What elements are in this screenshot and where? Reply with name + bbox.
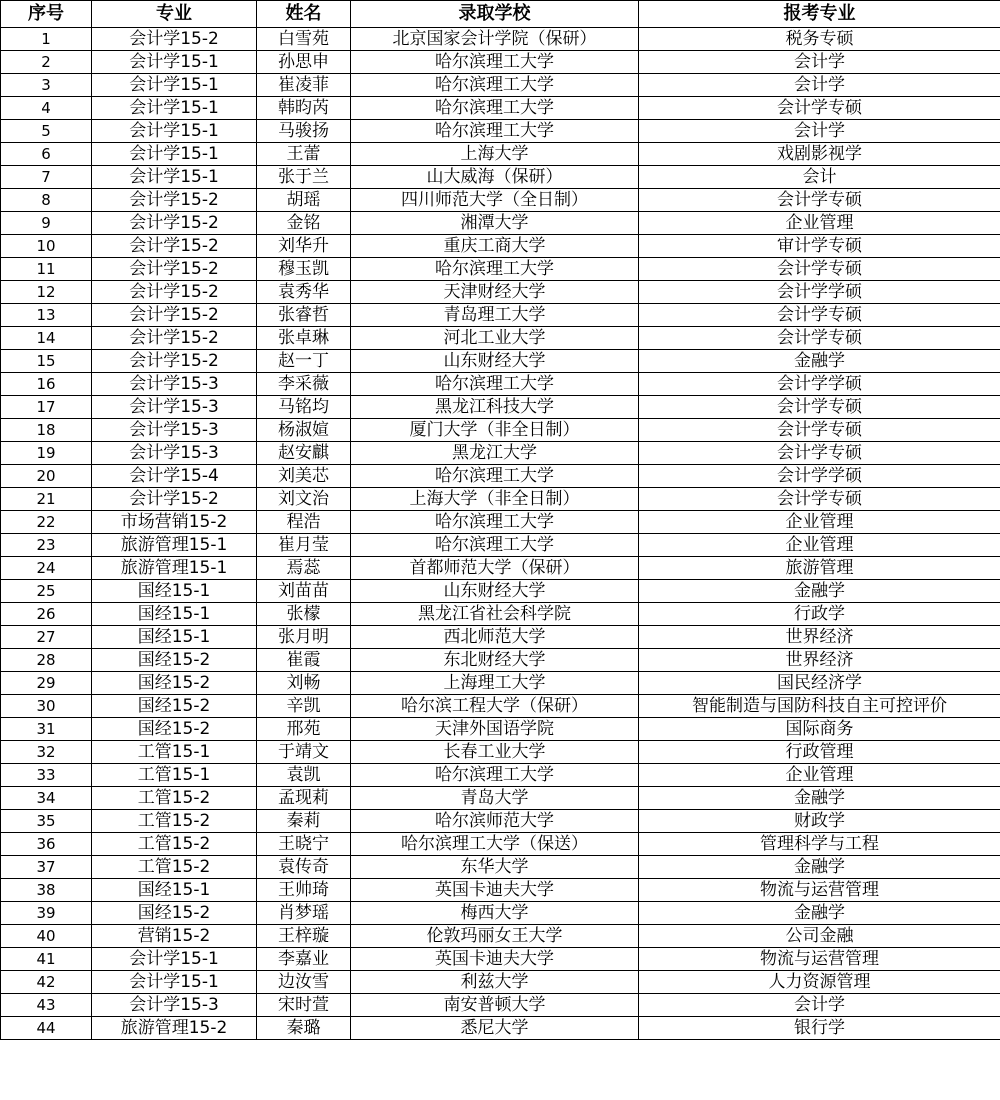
cell-name: 边汝雪 bbox=[257, 971, 351, 994]
cell-seq: 41 bbox=[1, 948, 92, 971]
cell-seq: 8 bbox=[1, 189, 92, 212]
cell-seq: 23 bbox=[1, 534, 92, 557]
table-row bbox=[1, 787, 1000, 810]
cell-applied-major: 金融学 bbox=[639, 580, 1000, 603]
cell-seq: 7 bbox=[1, 166, 92, 189]
cell-applied-major: 企业管理 bbox=[639, 212, 1000, 235]
cell-applied-major: 行政学 bbox=[639, 603, 1000, 626]
cell-applied-major: 会计学专硕 bbox=[639, 488, 1000, 511]
table-row bbox=[1, 281, 1000, 304]
cell-major: 会计学15-4 bbox=[92, 465, 257, 488]
cell-name: 王帅琦 bbox=[257, 879, 351, 902]
cell-name: 宋时萱 bbox=[257, 994, 351, 1017]
table-row bbox=[1, 465, 1000, 488]
cell-school: 上海大学 bbox=[351, 143, 639, 166]
cell-major: 工管15-2 bbox=[92, 810, 257, 833]
cell-name: 穆玉凯 bbox=[257, 258, 351, 281]
cell-school: 哈尔滨理工大学 bbox=[351, 258, 639, 281]
cell-school: 黑龙江科技大学 bbox=[351, 396, 639, 419]
cell-name: 邢苑 bbox=[257, 718, 351, 741]
table-row bbox=[1, 580, 1000, 603]
table-row bbox=[1, 879, 1000, 902]
cell-seq: 16 bbox=[1, 373, 92, 396]
cell-name: 袁秀华 bbox=[257, 281, 351, 304]
table-row bbox=[1, 1017, 1000, 1040]
cell-major: 会计学15-2 bbox=[92, 258, 257, 281]
cell-applied-major: 国际商务 bbox=[639, 718, 1000, 741]
table-row bbox=[1, 902, 1000, 925]
cell-applied-major: 企业管理 bbox=[639, 534, 1000, 557]
cell-school: 英国卡迪夫大学 bbox=[351, 879, 639, 902]
cell-major: 国经15-1 bbox=[92, 603, 257, 626]
cell-seq: 13 bbox=[1, 304, 92, 327]
table-row bbox=[1, 28, 1000, 51]
cell-school: 英国卡迪夫大学 bbox=[351, 948, 639, 971]
cell-applied-major: 管理科学与工程 bbox=[639, 833, 1000, 856]
cell-applied-major: 会计学学硕 bbox=[639, 465, 1000, 488]
cell-school: 东北财经大学 bbox=[351, 649, 639, 672]
cell-seq: 12 bbox=[1, 281, 92, 304]
table-row bbox=[1, 971, 1000, 994]
cell-major: 会计学15-3 bbox=[92, 994, 257, 1017]
cell-applied-major: 会计学专硕 bbox=[639, 396, 1000, 419]
cell-name: 赵安麒 bbox=[257, 442, 351, 465]
cell-name: 孟现莉 bbox=[257, 787, 351, 810]
cell-name: 金铭 bbox=[257, 212, 351, 235]
cell-applied-major: 企业管理 bbox=[639, 511, 1000, 534]
cell-seq: 3 bbox=[1, 74, 92, 97]
cell-seq: 5 bbox=[1, 120, 92, 143]
cell-name: 王蕾 bbox=[257, 143, 351, 166]
cell-major: 会计学15-1 bbox=[92, 948, 257, 971]
header-major: 专业 bbox=[92, 1, 257, 28]
table-row bbox=[1, 327, 1000, 350]
cell-name: 张睿哲 bbox=[257, 304, 351, 327]
cell-school: 山东财经大学 bbox=[351, 350, 639, 373]
cell-major: 旅游管理15-1 bbox=[92, 534, 257, 557]
table-row bbox=[1, 189, 1000, 212]
cell-name: 马铭均 bbox=[257, 396, 351, 419]
cell-applied-major: 会计 bbox=[639, 166, 1000, 189]
cell-name: 秦莉 bbox=[257, 810, 351, 833]
cell-major: 工管15-1 bbox=[92, 741, 257, 764]
header-applied-major: 报考专业 bbox=[639, 1, 1000, 28]
cell-applied-major: 会计学学硕 bbox=[639, 373, 1000, 396]
cell-school: 哈尔滨理工大学 bbox=[351, 511, 639, 534]
table-row bbox=[1, 442, 1000, 465]
table-row bbox=[1, 97, 1000, 120]
table-row bbox=[1, 925, 1000, 948]
cell-school: 上海大学（非全日制） bbox=[351, 488, 639, 511]
cell-major: 国经15-1 bbox=[92, 580, 257, 603]
cell-school: 哈尔滨理工大学 bbox=[351, 97, 639, 120]
table-row bbox=[1, 488, 1000, 511]
cell-name: 刘华升 bbox=[257, 235, 351, 258]
cell-major: 会计学15-2 bbox=[92, 212, 257, 235]
header-row bbox=[1, 1, 1000, 28]
cell-seq: 32 bbox=[1, 741, 92, 764]
cell-applied-major: 金融学 bbox=[639, 902, 1000, 925]
table-row bbox=[1, 534, 1000, 557]
table-row bbox=[1, 948, 1000, 971]
cell-seq: 43 bbox=[1, 994, 92, 1017]
cell-major: 旅游管理15-1 bbox=[92, 557, 257, 580]
cell-seq: 44 bbox=[1, 1017, 92, 1040]
cell-applied-major: 会计学专硕 bbox=[639, 442, 1000, 465]
cell-applied-major: 行政管理 bbox=[639, 741, 1000, 764]
cell-school: 哈尔滨理工大学 bbox=[351, 534, 639, 557]
cell-name: 白雪苑 bbox=[257, 28, 351, 51]
table-row bbox=[1, 143, 1000, 166]
table-row bbox=[1, 764, 1000, 787]
cell-applied-major: 会计学专硕 bbox=[639, 189, 1000, 212]
cell-name: 崔凌菲 bbox=[257, 74, 351, 97]
cell-major: 会计学15-1 bbox=[92, 120, 257, 143]
cell-name: 张月明 bbox=[257, 626, 351, 649]
cell-applied-major: 世界经济 bbox=[639, 649, 1000, 672]
cell-seq: 21 bbox=[1, 488, 92, 511]
cell-school: 哈尔滨理工大学 bbox=[351, 764, 639, 787]
cell-seq: 28 bbox=[1, 649, 92, 672]
cell-major: 工管15-2 bbox=[92, 833, 257, 856]
cell-school: 河北工业大学 bbox=[351, 327, 639, 350]
cell-name: 刘文治 bbox=[257, 488, 351, 511]
cell-applied-major: 金融学 bbox=[639, 787, 1000, 810]
cell-name: 崔霞 bbox=[257, 649, 351, 672]
table-row bbox=[1, 649, 1000, 672]
cell-seq: 37 bbox=[1, 856, 92, 879]
cell-major: 旅游管理15-2 bbox=[92, 1017, 257, 1040]
cell-school: 南安普顿大学 bbox=[351, 994, 639, 1017]
cell-school: 青岛理工大学 bbox=[351, 304, 639, 327]
table-row bbox=[1, 603, 1000, 626]
cell-seq: 39 bbox=[1, 902, 92, 925]
cell-seq: 35 bbox=[1, 810, 92, 833]
cell-applied-major: 会计学 bbox=[639, 120, 1000, 143]
cell-major: 会计学15-1 bbox=[92, 74, 257, 97]
cell-school: 利兹大学 bbox=[351, 971, 639, 994]
table-row bbox=[1, 74, 1000, 97]
cell-applied-major: 物流与运营管理 bbox=[639, 879, 1000, 902]
table-row bbox=[1, 373, 1000, 396]
cell-major: 会计学15-2 bbox=[92, 189, 257, 212]
cell-school: 梅西大学 bbox=[351, 902, 639, 925]
cell-major: 会计学15-3 bbox=[92, 396, 257, 419]
cell-name: 马骏扬 bbox=[257, 120, 351, 143]
cell-seq: 40 bbox=[1, 925, 92, 948]
cell-seq: 42 bbox=[1, 971, 92, 994]
cell-seq: 11 bbox=[1, 258, 92, 281]
cell-name: 孙思申 bbox=[257, 51, 351, 74]
cell-school: 天津财经大学 bbox=[351, 281, 639, 304]
table-row bbox=[1, 511, 1000, 534]
cell-applied-major: 税务专硕 bbox=[639, 28, 1000, 51]
cell-seq: 27 bbox=[1, 626, 92, 649]
cell-major: 会计学15-1 bbox=[92, 971, 257, 994]
cell-school: 湘潭大学 bbox=[351, 212, 639, 235]
cell-seq: 15 bbox=[1, 350, 92, 373]
table-row bbox=[1, 672, 1000, 695]
cell-seq: 18 bbox=[1, 419, 92, 442]
cell-applied-major: 金融学 bbox=[639, 856, 1000, 879]
table-row bbox=[1, 350, 1000, 373]
cell-applied-major: 会计学 bbox=[639, 51, 1000, 74]
cell-name: 袁传奇 bbox=[257, 856, 351, 879]
cell-name: 于靖文 bbox=[257, 741, 351, 764]
cell-school: 哈尔滨理工大学 bbox=[351, 74, 639, 97]
cell-school: 哈尔滨师范大学 bbox=[351, 810, 639, 833]
table-row bbox=[1, 51, 1000, 74]
cell-seq: 34 bbox=[1, 787, 92, 810]
cell-seq: 19 bbox=[1, 442, 92, 465]
cell-applied-major: 金融学 bbox=[639, 350, 1000, 373]
cell-major: 国经15-2 bbox=[92, 649, 257, 672]
table-row bbox=[1, 166, 1000, 189]
cell-major: 工管15-2 bbox=[92, 856, 257, 879]
cell-major: 会计学15-3 bbox=[92, 373, 257, 396]
cell-school: 伦敦玛丽女王大学 bbox=[351, 925, 639, 948]
cell-seq: 38 bbox=[1, 879, 92, 902]
cell-seq: 30 bbox=[1, 695, 92, 718]
cell-school: 首都师范大学（保研） bbox=[351, 557, 639, 580]
table-row bbox=[1, 994, 1000, 1017]
cell-major: 会计学15-3 bbox=[92, 442, 257, 465]
table-row bbox=[1, 419, 1000, 442]
table-row bbox=[1, 695, 1000, 718]
cell-applied-major: 人力资源管理 bbox=[639, 971, 1000, 994]
cell-major: 会计学15-2 bbox=[92, 28, 257, 51]
table-row bbox=[1, 235, 1000, 258]
cell-applied-major: 银行学 bbox=[639, 1017, 1000, 1040]
cell-major: 会计学15-1 bbox=[92, 97, 257, 120]
cell-major: 国经15-2 bbox=[92, 672, 257, 695]
table-row bbox=[1, 718, 1000, 741]
cell-major: 会计学15-2 bbox=[92, 304, 257, 327]
cell-name: 李嘉业 bbox=[257, 948, 351, 971]
cell-school: 山大威海（保研） bbox=[351, 166, 639, 189]
header-name: 姓名 bbox=[257, 1, 351, 28]
cell-applied-major: 会计学 bbox=[639, 74, 1000, 97]
cell-applied-major: 智能制造与国防科技自主可控评价 bbox=[639, 695, 1000, 718]
cell-applied-major: 旅游管理 bbox=[639, 557, 1000, 580]
cell-school: 西北师范大学 bbox=[351, 626, 639, 649]
cell-school: 哈尔滨工程大学（保研） bbox=[351, 695, 639, 718]
header-school: 录取学校 bbox=[351, 1, 639, 28]
cell-school: 天津外国语学院 bbox=[351, 718, 639, 741]
cell-name: 王晓宁 bbox=[257, 833, 351, 856]
cell-school: 山东财经大学 bbox=[351, 580, 639, 603]
cell-name: 刘美芯 bbox=[257, 465, 351, 488]
cell-seq: 1 bbox=[1, 28, 92, 51]
cell-applied-major: 会计学专硕 bbox=[639, 258, 1000, 281]
table-row bbox=[1, 810, 1000, 833]
cell-major: 会计学15-3 bbox=[92, 419, 257, 442]
cell-seq: 25 bbox=[1, 580, 92, 603]
cell-major: 会计学15-2 bbox=[92, 281, 257, 304]
cell-applied-major: 会计学专硕 bbox=[639, 304, 1000, 327]
cell-name: 刘苗苗 bbox=[257, 580, 351, 603]
cell-name: 张于兰 bbox=[257, 166, 351, 189]
cell-major: 会计学15-1 bbox=[92, 51, 257, 74]
cell-name: 崔月莹 bbox=[257, 534, 351, 557]
cell-seq: 2 bbox=[1, 51, 92, 74]
table-row bbox=[1, 833, 1000, 856]
cell-major: 会计学15-1 bbox=[92, 143, 257, 166]
cell-major: 国经15-2 bbox=[92, 902, 257, 925]
cell-name: 程浩 bbox=[257, 511, 351, 534]
cell-applied-major: 会计学专硕 bbox=[639, 97, 1000, 120]
cell-applied-major: 财政学 bbox=[639, 810, 1000, 833]
cell-name: 李采薇 bbox=[257, 373, 351, 396]
cell-major: 市场营销15-2 bbox=[92, 511, 257, 534]
cell-major: 工管15-1 bbox=[92, 764, 257, 787]
cell-school: 黑龙江大学 bbox=[351, 442, 639, 465]
cell-major: 国经15-2 bbox=[92, 718, 257, 741]
cell-seq: 9 bbox=[1, 212, 92, 235]
table-row bbox=[1, 396, 1000, 419]
cell-seq: 33 bbox=[1, 764, 92, 787]
cell-school: 上海理工大学 bbox=[351, 672, 639, 695]
cell-name: 张卓琳 bbox=[257, 327, 351, 350]
cell-major: 会计学15-2 bbox=[92, 235, 257, 258]
cell-school: 青岛大学 bbox=[351, 787, 639, 810]
cell-school: 东华大学 bbox=[351, 856, 639, 879]
cell-name: 刘畅 bbox=[257, 672, 351, 695]
cell-seq: 6 bbox=[1, 143, 92, 166]
cell-applied-major: 会计学学硕 bbox=[639, 281, 1000, 304]
cell-name: 赵一丁 bbox=[257, 350, 351, 373]
cell-name: 韩昀芮 bbox=[257, 97, 351, 120]
cell-applied-major: 国民经济学 bbox=[639, 672, 1000, 695]
cell-major: 会计学15-2 bbox=[92, 488, 257, 511]
cell-school: 长春工业大学 bbox=[351, 741, 639, 764]
cell-seq: 36 bbox=[1, 833, 92, 856]
cell-applied-major: 戏剧影视学 bbox=[639, 143, 1000, 166]
cell-school: 哈尔滨理工大学 bbox=[351, 51, 639, 74]
cell-name: 杨淑媗 bbox=[257, 419, 351, 442]
cell-school: 哈尔滨理工大学（保送） bbox=[351, 833, 639, 856]
cell-name: 秦璐 bbox=[257, 1017, 351, 1040]
cell-seq: 4 bbox=[1, 97, 92, 120]
cell-name: 王梓璇 bbox=[257, 925, 351, 948]
cell-school: 四川师范大学（全日制） bbox=[351, 189, 639, 212]
cell-applied-major: 会计学 bbox=[639, 994, 1000, 1017]
cell-major: 国经15-2 bbox=[92, 695, 257, 718]
cell-school: 厦门大学（非全日制） bbox=[351, 419, 639, 442]
cell-seq: 10 bbox=[1, 235, 92, 258]
cell-school: 哈尔滨理工大学 bbox=[351, 373, 639, 396]
cell-school: 重庆工商大学 bbox=[351, 235, 639, 258]
table-row bbox=[1, 258, 1000, 281]
cell-school: 黑龙江省社会科学院 bbox=[351, 603, 639, 626]
cell-school: 悉尼大学 bbox=[351, 1017, 639, 1040]
cell-seq: 24 bbox=[1, 557, 92, 580]
cell-applied-major: 企业管理 bbox=[639, 764, 1000, 787]
cell-applied-major: 世界经济 bbox=[639, 626, 1000, 649]
table-row bbox=[1, 557, 1000, 580]
table-row bbox=[1, 120, 1000, 143]
cell-applied-major: 公司金融 bbox=[639, 925, 1000, 948]
table-row bbox=[1, 626, 1000, 649]
cell-name: 张檬 bbox=[257, 603, 351, 626]
cell-seq: 26 bbox=[1, 603, 92, 626]
cell-seq: 17 bbox=[1, 396, 92, 419]
cell-name: 胡瑶 bbox=[257, 189, 351, 212]
cell-seq: 31 bbox=[1, 718, 92, 741]
cell-applied-major: 会计学专硕 bbox=[639, 419, 1000, 442]
cell-seq: 14 bbox=[1, 327, 92, 350]
cell-school: 北京国家会计学院（保研） bbox=[351, 28, 639, 51]
cell-seq: 29 bbox=[1, 672, 92, 695]
cell-school: 哈尔滨理工大学 bbox=[351, 465, 639, 488]
cell-seq: 20 bbox=[1, 465, 92, 488]
cell-seq: 22 bbox=[1, 511, 92, 534]
table-row bbox=[1, 304, 1000, 327]
cell-applied-major: 审计学专硕 bbox=[639, 235, 1000, 258]
header-seq: 序号 bbox=[1, 1, 92, 28]
table-row bbox=[1, 212, 1000, 235]
cell-major: 会计学15-2 bbox=[92, 350, 257, 373]
cell-major: 国经15-1 bbox=[92, 626, 257, 649]
cell-applied-major: 物流与运营管理 bbox=[639, 948, 1000, 971]
cell-major: 会计学15-1 bbox=[92, 166, 257, 189]
table-row bbox=[1, 741, 1000, 764]
table-row bbox=[1, 856, 1000, 879]
cell-name: 焉蕊 bbox=[257, 557, 351, 580]
cell-name: 袁凯 bbox=[257, 764, 351, 787]
cell-major: 工管15-2 bbox=[92, 787, 257, 810]
cell-applied-major: 会计学专硕 bbox=[639, 327, 1000, 350]
cell-name: 辛凯 bbox=[257, 695, 351, 718]
cell-major: 营销15-2 bbox=[92, 925, 257, 948]
cell-major: 国经15-1 bbox=[92, 879, 257, 902]
cell-major: 会计学15-2 bbox=[92, 327, 257, 350]
cell-school: 哈尔滨理工大学 bbox=[351, 120, 639, 143]
cell-name: 肖梦瑶 bbox=[257, 902, 351, 925]
